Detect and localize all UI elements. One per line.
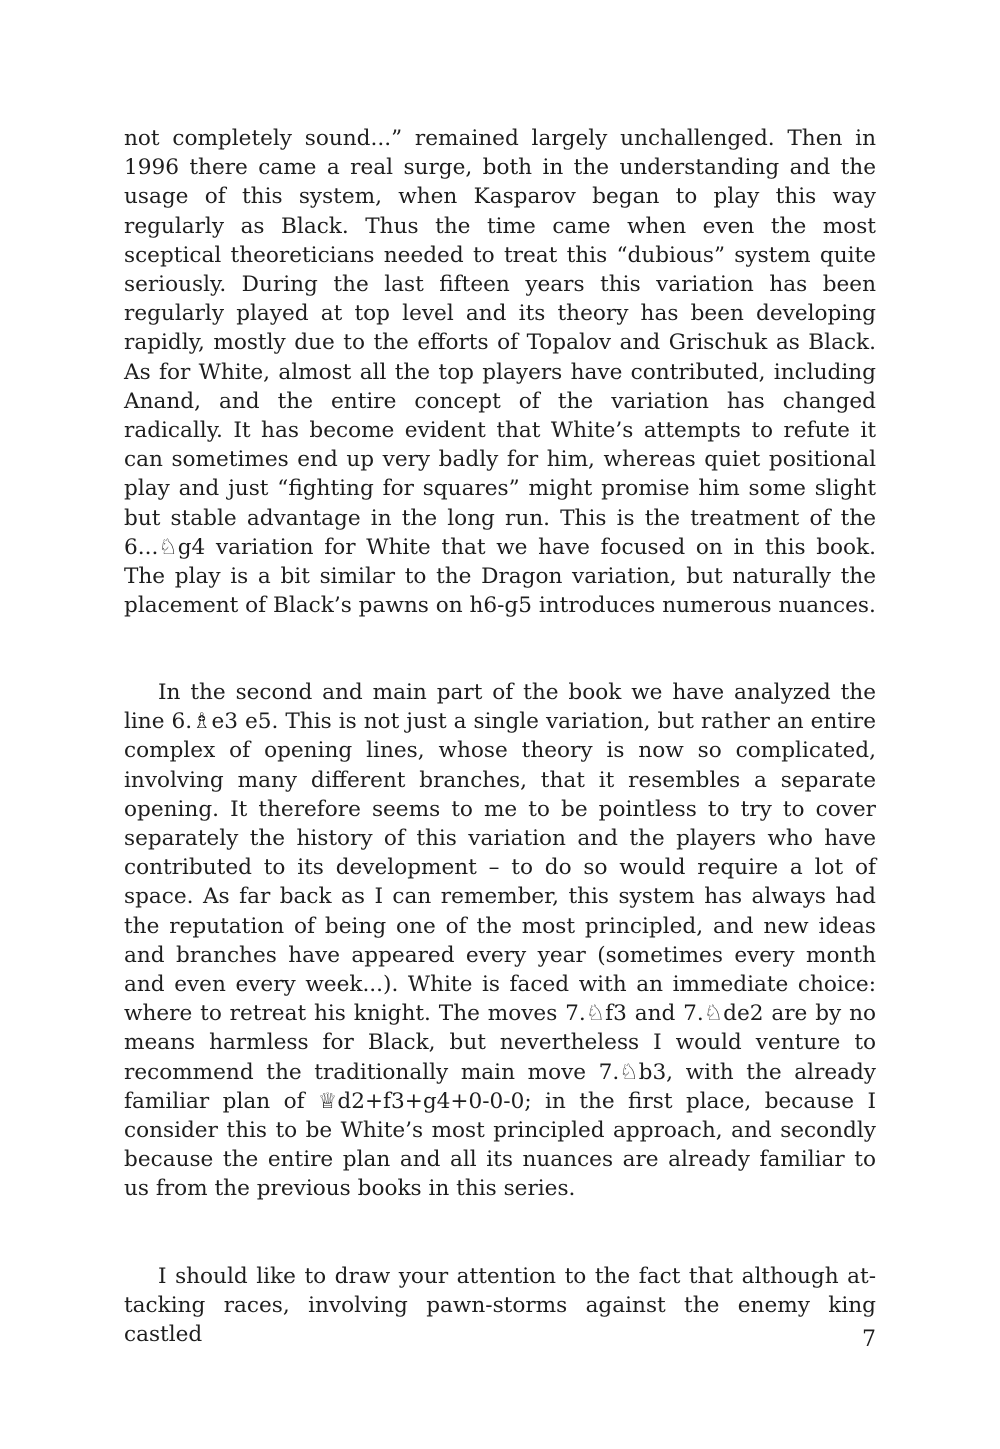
page-number: 7 <box>862 1327 876 1352</box>
paragraph-attention: I should like to draw your attention to the fact that although attacking races, involving pawn-storms against the enemy king castled <box>124 1264 876 1348</box>
paragraph-main-part: In the second and main part of the book we have analyzed the line 6.♗e3 e5. This is not just a single variation, but rather an entire complex of opening lines, whose theory is now so complicated, involving many different branches, that it resembles a separate opening. It therefore seems to me to be pointless to try to cover separately the history of this variation and the players who have contributed to its development – to do so would require a lot of space. As far back as I can remember, this system has always had the reputation of being one of the most principled, and new ideas and branches have appeared every year (sometimes every month and even every week...). White is faced with an immediate choice: where to retreat his knight. The moves 7.♘f3 and 7.♘de2 are by no means harmless for Black, but nevertheless I would venture to recommend the traditionally main move 7.♘b3, with the already familiar plan of ♕d2+f3+g4+0-0-0; in the first place, because I consider this to be White’s most principled approach, and secondly because the entire plan and all its nuances are already familiar to us from the previous books in this series. <box>124 680 876 1202</box>
paragraph-continuation: not completely sound...” remained largely unchallenged. Then in 1996 there came a real surge, both in the understanding and the usage of this system, when Kasparov began to play this way regularly as Black. Thus the time came when even the most sceptical theoreticians needed to treat this “dubious” system quite seriously. During the last fifteen years this variation has been regularly played at top level and its theory has been developing rapidly, mostly due to the efforts of Topalov and Grischuk as Black. As for White, almost all the top players have contributed, including Anand, and the entire concept of the variation has changed radically. It has become evident that White’s attempts to refute it can sometimes end up very badly for him, whereas quiet positional play and just “fighting for squares” might promise him some slight but stable advantage in the long run. This is the treatment of the 6...♘g4 variation for White that we have focused on in this book. The play is a bit similar to the Dragon variation, but naturally the placement of Black’s pawns on h6-g5 introduces numerous nuances. <box>124 126 876 619</box>
